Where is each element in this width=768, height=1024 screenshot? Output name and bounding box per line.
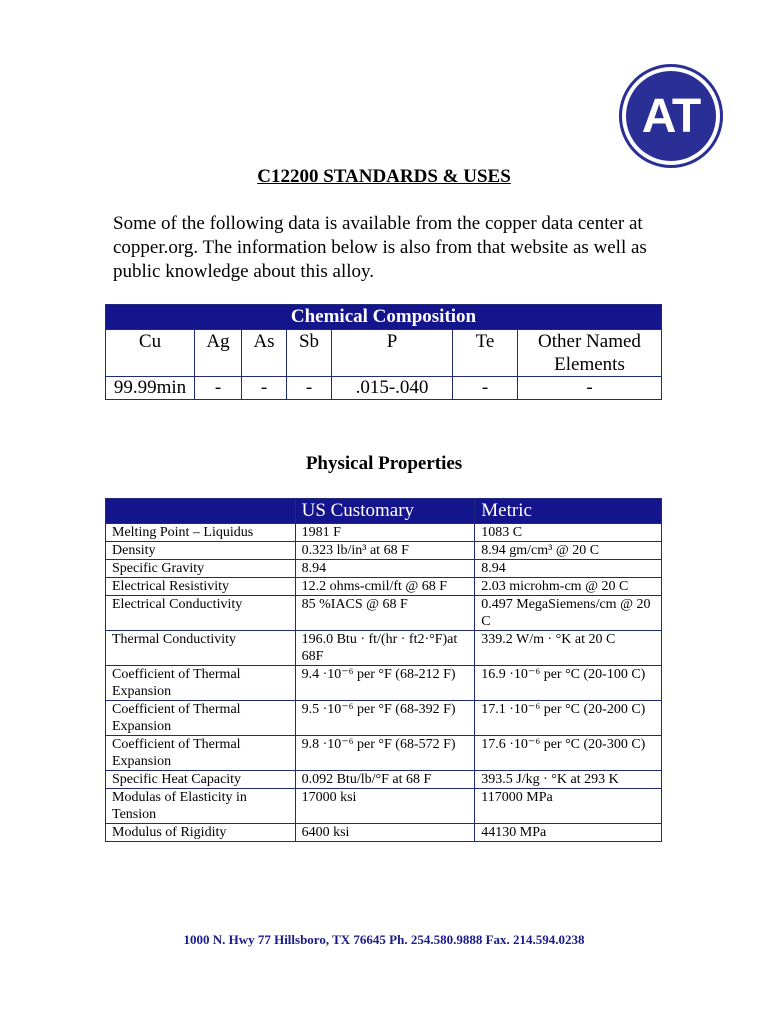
table-cell-us: 0.092 Btu/lb/°F at 68 F — [295, 771, 475, 789]
table-cell-us: 9.5 ·10⁻⁶ per °F (68-392 F) — [295, 701, 475, 736]
physical-properties-table — [105, 498, 662, 842]
table-row — [106, 377, 662, 400]
table-row — [106, 666, 662, 701]
table-cell-property: Electrical Resistivity — [106, 578, 296, 596]
table-cell-metric: 17.6 ·10⁻⁶ per °C (20-300 C) — [475, 736, 662, 771]
table-cell-metric: 44130 MPa — [475, 824, 662, 842]
table-cell-us: 9.4 ·10⁻⁶ per °F (68-212 F) — [295, 666, 475, 701]
column-header: US Customary — [295, 499, 475, 524]
intro-paragraph: Some of the following data is available from the copper data center at copper.org. The information below is also from that website as well as public knowledge about this alloy. — [113, 213, 647, 282]
table-row — [106, 771, 662, 789]
table-cell-property: Coefficient of Thermal Expansion — [106, 666, 296, 701]
table-cell: - — [453, 377, 518, 400]
table-cell-property: Coefficient of Thermal Expansion — [106, 701, 296, 736]
table-cell-us: 0.323 lb/in³ at 68 F — [295, 542, 475, 560]
table-row — [106, 631, 662, 666]
table-cell: 99.99min — [106, 377, 195, 400]
table-cell-property: Modulus of Rigidity — [106, 824, 296, 842]
table-header-row — [106, 330, 662, 377]
column-header: Te — [453, 330, 518, 377]
company-logo — [619, 64, 723, 168]
table-cell: - — [195, 377, 242, 400]
column-header: P — [332, 330, 453, 377]
table-cell-metric: 1083 C — [475, 524, 662, 542]
column-header: Cu — [106, 330, 195, 377]
table-row — [106, 542, 662, 560]
table-cell-us: 17000 ksi — [295, 789, 475, 824]
logo-text: AT — [628, 73, 714, 159]
table-cell-property: Specific Heat Capacity — [106, 771, 296, 789]
column-header: Sb — [287, 330, 332, 377]
table-cell-metric: 117000 MPa — [475, 789, 662, 824]
table-row — [106, 524, 662, 542]
table-cell-property: Density — [106, 542, 296, 560]
table-row — [106, 736, 662, 771]
table-cell-metric: 339.2 W/m · °K at 20 C — [475, 631, 662, 666]
table-cell-us: 9.8 ·10⁻⁶ per °F (68-572 F) — [295, 736, 475, 771]
column-header — [106, 499, 296, 524]
table-cell-metric: 17.1 ·10⁻⁶ per °C (20-200 C) — [475, 701, 662, 736]
table-cell-us: 196.0 Btu · ft/(hr · ft2·°F)at 68F — [295, 631, 475, 666]
column-header: As — [242, 330, 287, 377]
table-cell: .015-.040 — [332, 377, 453, 400]
column-header: Other Named Elements — [518, 330, 662, 377]
table-cell: - — [242, 377, 287, 400]
table-cell-metric: 2.03 microhm-cm @ 20 C — [475, 578, 662, 596]
table-row — [106, 560, 662, 578]
physical-properties-heading: Physical Properties — [305, 453, 463, 474]
table-cell-property: Specific Gravity — [106, 560, 296, 578]
table-cell-us: 85 %IACS @ 68 F — [295, 596, 475, 631]
table-header-row — [106, 499, 662, 524]
table-cell-metric: 393.5 J/kg · °K at 293 K — [475, 771, 662, 789]
table-row — [106, 596, 662, 631]
table-cell-metric: 8.94 gm/cm³ @ 20 C — [475, 542, 662, 560]
table-row — [106, 701, 662, 736]
chemical-composition-heading: Chemical Composition — [106, 305, 662, 330]
column-header: Metric — [475, 499, 662, 524]
table-cell-us: 6400 ksi — [295, 824, 475, 842]
table-row — [106, 824, 662, 842]
table-row — [106, 578, 662, 596]
table-cell-property: Electrical Conductivity — [106, 596, 296, 631]
table-cell-us: 1981 F — [295, 524, 475, 542]
page-title: C12200 STANDARDS & USES — [257, 166, 511, 187]
table-cell-property: Melting Point – Liquidus — [106, 524, 296, 542]
table-cell-property: Coefficient of Thermal Expansion — [106, 736, 296, 771]
footer-contact: 1000 N. Hwy 77 Hillsboro, TX 76645 Ph. 254.580.9888 Fax. 214.594.0238 — [183, 932, 585, 947]
chemical-composition-table — [105, 304, 662, 400]
table-cell-property: Modulas of Elasticity in Tension — [106, 789, 296, 824]
column-header: Ag — [195, 330, 242, 377]
table-cell-metric: 8.94 — [475, 560, 662, 578]
table-cell: - — [287, 377, 332, 400]
table-cell-metric: 0.497 MegaSiemens/cm @ 20 C — [475, 596, 662, 631]
table-cell: - — [518, 377, 662, 400]
table-row — [106, 789, 662, 824]
table-cell-us: 12.2 ohms-cmil/ft @ 68 F — [295, 578, 475, 596]
table-cell-metric: 16.9 ·10⁻⁶ per °C (20-100 C) — [475, 666, 662, 701]
table-cell-us: 8.94 — [295, 560, 475, 578]
table-cell-property: Thermal Conductivity — [106, 631, 296, 666]
